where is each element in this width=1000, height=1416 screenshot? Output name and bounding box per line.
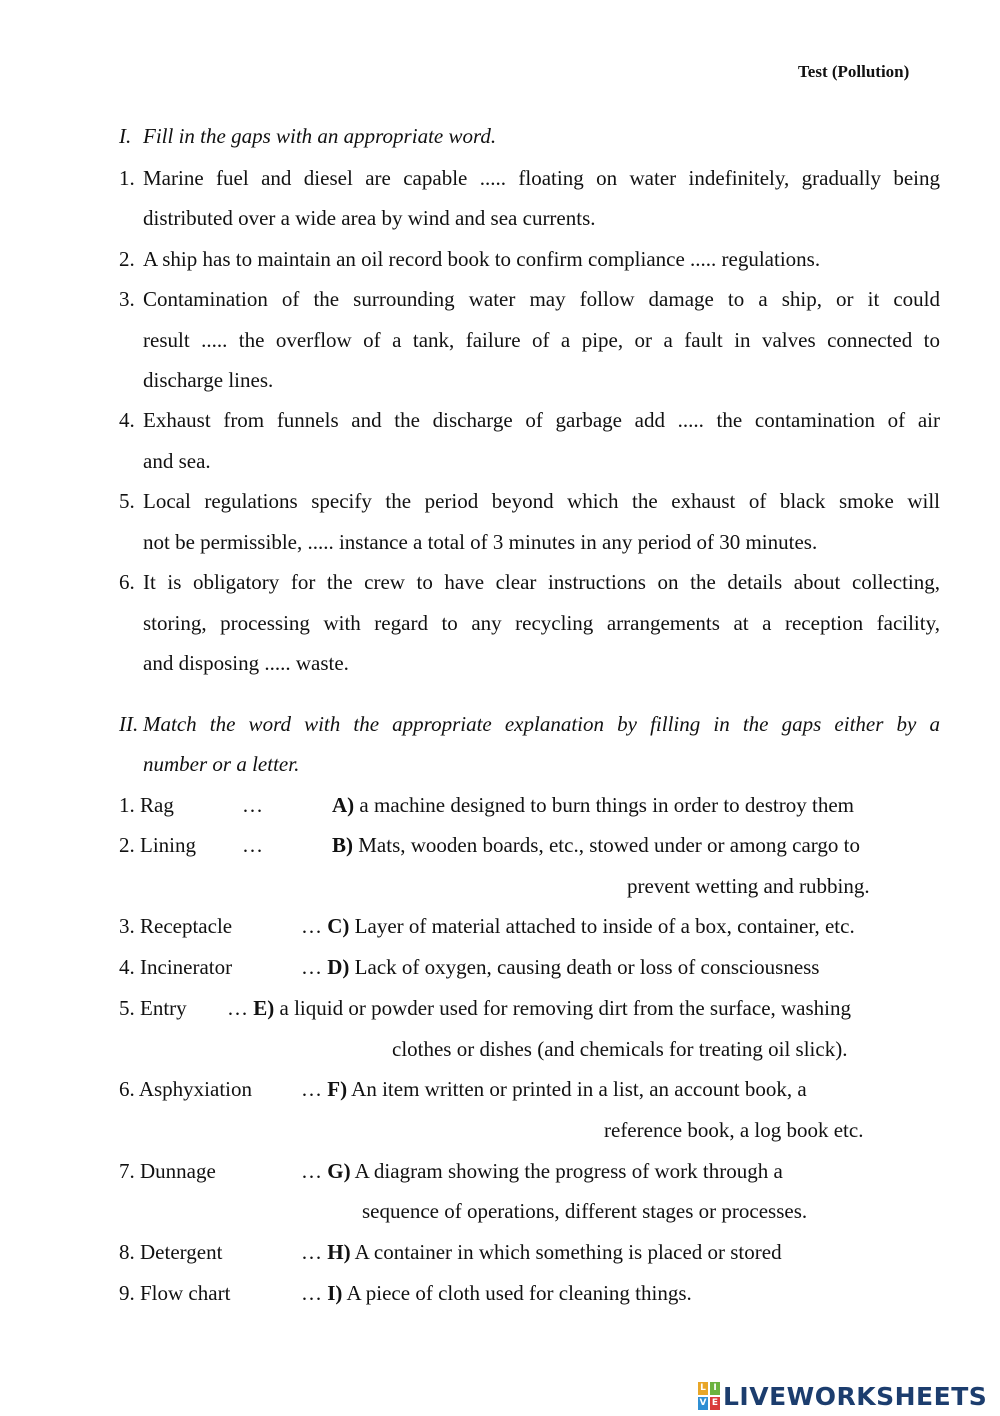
- section1-numeral: I.: [119, 124, 132, 148]
- question-line: Exhaust from funnels and the discharge of garbage add ..... the contamination of air: [143, 408, 940, 432]
- liveworksheets-logo: [698, 1380, 987, 1412]
- match-definition: … E) a liquid or powder used for removing dirt from the surface, washing: [227, 996, 852, 1020]
- question-number: 3.: [119, 287, 135, 311]
- question-line: Marine fuel and diesel are capable ..... floating on water indefinitely, gradually being: [143, 166, 940, 190]
- match-word: 1. Rag: [119, 793, 174, 817]
- match-definition: … C) Layer of material attached to inside of a box, container, etc.: [301, 914, 855, 938]
- match-definition: B) Mats, wooden boards, etc., stowed under or among cargo to: [332, 833, 860, 857]
- question-line: storing, processing with regard to any recycling arrangements at a reception facility,: [143, 611, 940, 635]
- section1-instruction: Fill in the gaps with an appropriate word.: [143, 124, 497, 148]
- match-definition-cont: clothes or dishes (and chemicals for treating oil slick).: [392, 1037, 848, 1061]
- match-definition: … G) A diagram showing the progress of work through a: [301, 1159, 783, 1183]
- question-line: discharge lines.: [143, 368, 274, 392]
- question-number: 4.: [119, 408, 135, 432]
- question-line: distributed over a wide area by wind and sea currents.: [143, 206, 596, 230]
- match-word: 7. Dunnage: [119, 1159, 216, 1183]
- match-word: 3. Receptacle: [119, 914, 233, 938]
- match-word: 9. Flow chart: [119, 1281, 231, 1305]
- match-definition-cont: sequence of operations, different stages or processes.: [362, 1199, 808, 1223]
- match-word: 6. Asphyxiation: [119, 1077, 253, 1101]
- question-number: 6.: [119, 570, 135, 594]
- match-definition-cont: reference book, a log book etc.: [604, 1118, 864, 1142]
- question-line: It is obligatory for the crew to have clear instructions on the details about collecting,: [143, 570, 940, 594]
- match-word: 8. Detergent: [119, 1240, 223, 1264]
- match-definition-cont: prevent wetting and rubbing.: [627, 874, 870, 898]
- match-definition: A) a machine designed to burn things in order to destroy them: [332, 793, 854, 817]
- logo-mark-icon: L I V E: [699, 1383, 719, 1408]
- page-title: Test (Pollution): [798, 62, 910, 81]
- answer-gap[interactable]: …: [301, 1159, 322, 1183]
- answer-gap[interactable]: …: [301, 914, 322, 938]
- answer-gap[interactable]: …: [301, 955, 322, 979]
- question-line: and disposing ..... waste.: [143, 651, 349, 675]
- question-line: result ..... the overflow of a tank, failure of a pipe, or a fault in valves connected to: [143, 328, 940, 352]
- match-word: 4. Incinerator: [119, 955, 233, 979]
- section2-numeral: II.: [119, 712, 139, 736]
- match-definition: … D) Lack of oxygen, causing death or loss of consciousness: [301, 955, 820, 979]
- match-definition: … I) A piece of cloth used for cleaning things.: [301, 1281, 692, 1305]
- section2-instruction: number or a letter.: [143, 752, 300, 776]
- question-line: and sea.: [143, 449, 211, 473]
- question-line: A ship has to maintain an oil record book to confirm compliance ..... regulations.: [143, 247, 821, 271]
- question-line: not be permissible, ..... instance a total of 3 minutes in any period of 30 minutes.: [143, 530, 818, 554]
- match-word: 5. Entry: [119, 996, 187, 1020]
- answer-gap[interactable]: …: [301, 1281, 322, 1305]
- answer-gap[interactable]: …: [242, 793, 263, 817]
- question-line: Contamination of the surrounding water may follow damage to a ship, or it could: [143, 287, 940, 311]
- match-word: 2. Lining: [119, 833, 196, 857]
- answer-gap[interactable]: …: [242, 833, 263, 857]
- match-definition: … H) A container in which something is placed or stored: [301, 1240, 782, 1264]
- section2-instruction: Match the word with the appropriate explanation by filling in the gaps either by a: [143, 712, 940, 736]
- question-number: 5.: [119, 489, 135, 513]
- question-number: 2.: [119, 247, 135, 271]
- answer-gap[interactable]: …: [301, 1077, 322, 1101]
- question-number: 1.: [119, 166, 135, 190]
- logo-text: LIVEWORKSHEETS: [723, 1381, 988, 1411]
- question-line: Local regulations specify the period beyond which the exhaust of black smoke will: [143, 489, 940, 513]
- match-definition: … F) An item written or printed in a list, an account book, a: [301, 1077, 807, 1101]
- answer-gap[interactable]: …: [227, 996, 248, 1020]
- answer-gap[interactable]: …: [301, 1240, 322, 1264]
